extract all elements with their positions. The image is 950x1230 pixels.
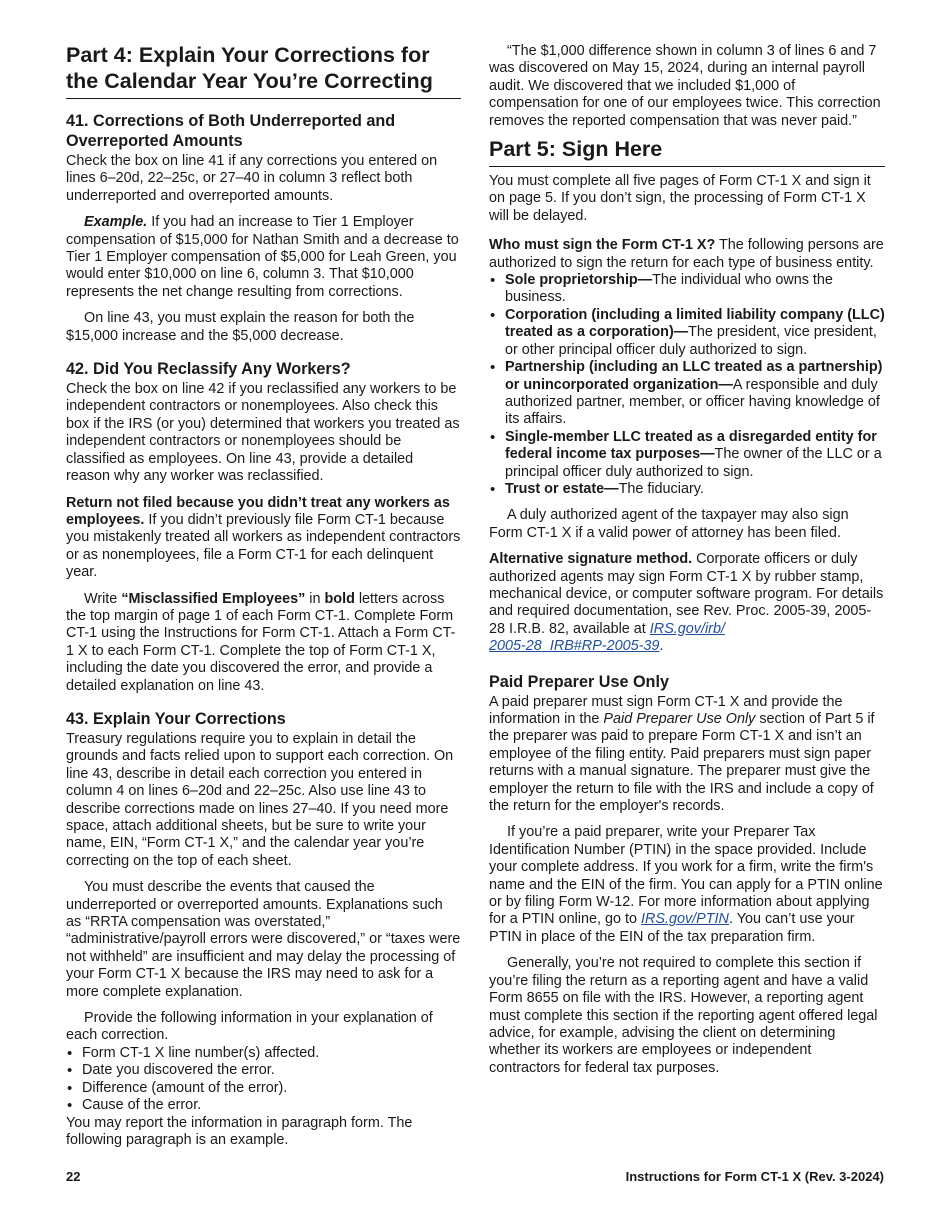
entity-label: Trust or estate— — [505, 480, 619, 497]
left-column — [66, 42, 461, 1149]
alternative-signature-paragraph — [489, 551, 885, 655]
correction-info-list — [66, 1045, 461, 1115]
section-42-title: 42. Did You Reclassify Any Workers? — [66, 360, 351, 379]
return-not-filed-text: If you didn’t previously file Form CT-1 because you mistakenly treated all workers as independent contractors or as nonemployees, file a Form CT-1 for each delinquent year. — [66, 511, 461, 581]
page-number: 22 — [66, 1169, 81, 1184]
return-not-filed-label: Return not filed because you didn’t treat any workers as employees. — [66, 494, 450, 528]
who-must-sign-label: Who must sign the Form CT-1 X? — [489, 237, 716, 254]
list-item: • Cause of the error. — [66, 1097, 461, 1114]
entity-text: The individual who owns the business. — [505, 272, 833, 306]
list-item — [489, 481, 885, 498]
section-43-title: 43. Explain Your Corrections — [66, 709, 286, 728]
misclassified-employees-label: “Misclassified Employees” — [121, 590, 306, 607]
ppu-p2-post: . You can’t use your PTIN in place of the EIN of the tax preparation firm. — [489, 911, 855, 945]
example-text: If you had an increase to Tier 1 Employer compensation of $15,000 for Nathan Smith and a decrease to Tier 1 Employer compensation of $5,000 for Leah Green, you would enter $10,000 on line 6, column 3. That $10,000 represents the net change resulting from corrections. — [66, 214, 459, 300]
list-item — [489, 272, 885, 307]
entity-text: The fiduciary. — [618, 480, 704, 497]
list-item: • Difference (amount of the error). — [66, 1080, 461, 1097]
write-mid: in — [305, 590, 325, 607]
part5-title: Part 5: Sign Here — [489, 136, 885, 167]
section-43-paragraph-3: Provide the following information in your explanation of each correction. — [66, 1010, 433, 1044]
section-42-paragraph: Check the box on line 42 if you reclassified any workers to be independent contractors or nonemployees. Also check this box if the IRS (or you) determined that workers you treated as independent contractors or nonemployees should be classified as employees. On line 43, provide a detailed reason why any worker was reclassified. — [66, 381, 460, 485]
entity-label: Single-member LLC treated as a disregarded entity for federal income tax purposes— — [505, 428, 877, 463]
right-column — [489, 43, 885, 1077]
alternative-signature-text: Corporate officers or duly authorized agents may sign Form CT-1 X by rubber stamp, mechanical device, or computer software program. For details and required documentation, see Rev. Proc. 2005-39, 2005-28 I.R.B. 82, available at — [489, 551, 884, 637]
ppu-p1-post: section of Part 5 if the preparer was paid to prepare Form CT-1 X and isn’t an employee of the filing entity. Paid preparers must sign paper returns with a manual signature. The preparer must give the employer the return to file with the IRS and include a copy of the return for the employer's records. — [489, 711, 875, 815]
who-must-sign-text: The following persons are authorized to sign the return for each type of business entity. — [489, 237, 884, 271]
section-43-paragraph-1: Treasury regulations require you to explain in detail the grounds and facts relied upon to support each correction. On line 43, describe in detail each correction you entered in column 4 on lines 6–20d and 22–25c. Also use line 43 to describe corrections made on lines 27–40. If you need more space, attach additional sheets, but be sure to write your name, EIN, “Form CT-1 X,” and the calendar year you’re correcting on the top of each sheet. — [66, 730, 454, 869]
example-quote: “The $1,000 difference shown in column 3 of lines 6 and 7 was discovered on May 15, 2024, during an internal payroll audit. We discovered that we included $1,000 of compensation for one of our employees twice. This correction removes the reported compensation that was never paid.” — [489, 43, 881, 129]
part4-title-line2: the Calendar Year You’re Correcting — [66, 69, 433, 93]
part4-title — [66, 42, 461, 99]
ppu-section-name: Paid Preparer Use Only — [603, 711, 756, 727]
entity-text: The owner of the LLC or a principal officer duly authorized to sign. — [505, 446, 882, 480]
paid-preparer-paragraph-3: Generally, you’re not required to complete this section if you’re filing the return as a reporting agent and have a valid Form 8655 on file with the IRS. However, a reporting agent must complete this section if the reporting agent offered legal advice, for example, advising the client on determining whether its workers are employees or independent contractors for federal tax purposes. — [489, 955, 878, 1076]
section-41-title-line2: Overreported Amounts — [66, 132, 243, 150]
list-item — [489, 359, 885, 429]
who-must-sign-paragraph — [489, 237, 885, 272]
ppu-p2-pre: If you’re a paid preparer, write your Preparer Tax Identification Number (PTIN) in the space provided. Include your complete address. If you work for a firm, write the firm's name and the EIN of the firm. You can apply for a PTIN online or by filing Form W-12. For more information about applying for a PTIN online, go to — [489, 824, 883, 928]
entity-text: A responsible and duly authorized partner, member, or officer having knowledge of its affairs. — [505, 376, 880, 428]
section-41-example — [66, 214, 461, 301]
ptin-link[interactable]: IRS.gov/PTIN — [640, 911, 729, 928]
part4-title-line1: Part 4: Explain Your Corrections for — [66, 43, 430, 67]
entity-text: The president, vice president, or other principal officer duly authorized to sign. — [505, 324, 877, 358]
list-item: • Form CT-1 X line number(s) affected. — [66, 1045, 461, 1062]
section-41-title-line1: 41. Corrections of Both Underreported and — [66, 112, 396, 130]
entity-label: Corporation (including a limited liability company (LLC) treated as a corporation)— — [505, 306, 885, 341]
entity-label: Partnership (including an LLC treated as a partnership) or unincorporated organization— — [505, 359, 883, 393]
example-label: Example. — [84, 214, 148, 231]
paid-preparer-paragraph-1 — [489, 694, 885, 816]
bold-word: bold — [324, 590, 355, 607]
write-pre: Write — [84, 590, 122, 607]
ppu-p1-pre: A paid preparer must sign Form CT-1 X and provide the information in the — [489, 693, 843, 727]
alternative-signature-label: Alternative signature method. — [489, 551, 693, 568]
entity-list — [489, 272, 885, 498]
write-post: letters across the top margin of page 1 of each Form CT-1. Complete Form CT-1 using the Instructions for Form CT-1. Attach a Form CT-1 X to each Form CT-1. Complete the top of Form CT-1 X, including the date you discovered the error, and provide a detailed explanation on line 43. — [66, 590, 456, 694]
paid-preparer-title: Paid Preparer Use Only — [489, 672, 669, 691]
list-item — [489, 429, 885, 481]
footer-title: Instructions for Form CT-1 X (Rev. 3-2024) — [625, 1169, 884, 1184]
section-41-title — [66, 111, 461, 151]
list-item: • Date you discovered the error. — [66, 1062, 461, 1079]
irb-link-part2: 2005-28_IRB#RP-2005-39 — [489, 638, 660, 655]
section-43-paragraph-2: You must describe the events that caused the underreported or overreported amounts. Explanations such as “RRTA compensation was overstated,” “administrative/payroll errors were discovered,” or “taxes were not withheld” are insufficient and may delay the processing of your Form CT-1 X because the IRS may need to ask for a more complete explanation. — [66, 879, 461, 1000]
misclassified-paragraph — [66, 591, 461, 695]
agent-paragraph: A duly authorized agent of the taxpayer may also sign Form CT-1 X if a valid power of attorney has been filed. — [489, 507, 849, 541]
section-41-line43-note: On line 43, you must explain the reason for both the $15,000 increase and the $5,000 decrease. — [66, 310, 415, 344]
return-not-filed-paragraph — [66, 495, 461, 582]
entity-label: Sole proprietorship— — [505, 272, 653, 289]
irb-link-part1: IRS.gov/irb/ — [649, 620, 725, 637]
alternative-signature-end: . — [659, 638, 664, 655]
section-41-paragraph: Check the box on line 41 if any corrections you entered on lines 6–20d, 22–25c, or 27–40 in column 3 reflect both underreported and overreported amounts. — [66, 153, 438, 204]
paid-preparer-paragraph-2 — [489, 824, 885, 946]
section-43-paragraph-4: You may report the information in paragraph form. The following paragraph is an example. — [66, 1114, 413, 1148]
list-item — [489, 307, 885, 359]
part5-intro: You must complete all five pages of Form CT-1 X and sign it on page 5. If you don’t sign, the processing of Form CT-1 X will be delayed. — [489, 173, 871, 224]
